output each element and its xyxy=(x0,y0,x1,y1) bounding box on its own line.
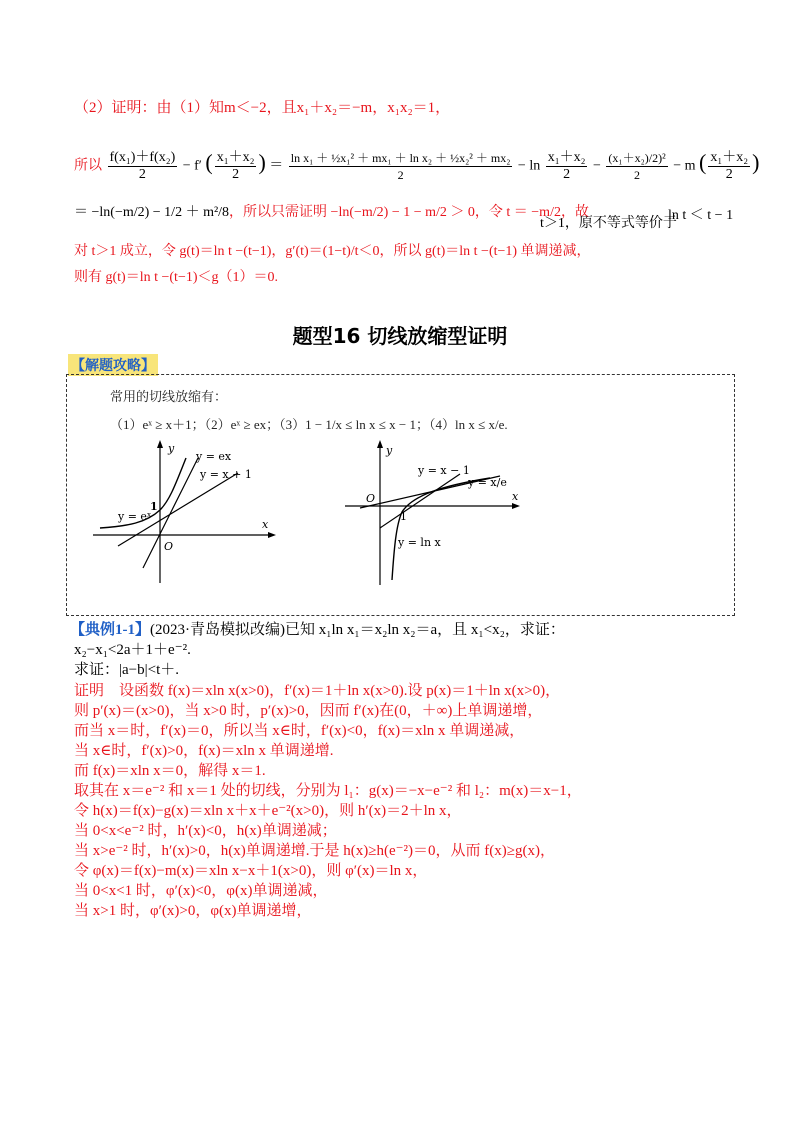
g1-x-axis: x xyxy=(262,518,269,531)
proof-line-4: 对 t＞1 成立，令 g(t)＝ln t −(t−1)，g′(t)＝(1−t)/t＜0，所以 g(t)＝ln t −(t−1) 单调递减， xyxy=(74,244,591,259)
g2-origin: O xyxy=(366,492,376,505)
fraction-arg: $\frac{\text{x₁＋x₂}}{2}$ xyxy=(216,150,255,182)
g1-one: 1 xyxy=(150,500,158,513)
box-items: （1）eˣ ≥ x＋1；（2）eˣ ≥ ex；（3）1 − 1/x ≤ ln x ≤ x − 1；（4）ln x ≤ x/e. xyxy=(110,417,508,432)
strategy-badge: 【解题攻略】 xyxy=(68,354,158,376)
solution-line-6: 取其在 x＝e⁻² 和 x＝1 处的切线，分别为 l₁：g(x)＝−x−e⁻² 和 l₂：m(x)＝x−1， xyxy=(74,783,582,799)
solution-line-12: 当 x>1 时，φ′(x)>0，φ(x)单调递增， xyxy=(74,903,312,919)
fraction-f-sum: $\frac{\text{f(x₁)＋f(x₂)}}{2}$ xyxy=(109,150,176,182)
proof-line-3 xyxy=(74,203,589,223)
proof-line-1: （2）证明：由（1）知m＜−2，且x₁＋x₂＝−m，x₁x₂＝1， xyxy=(74,100,451,116)
proof-line-3-expr: ＝ −ln(−m/2) − 1/2 ＋ m²/8 xyxy=(74,205,230,220)
fraction-square: $\frac{\text{(x₁＋x₂)/2)²}}{2}$ xyxy=(608,151,666,182)
minus-ln: − ln xyxy=(517,158,541,174)
g1-label-exp: y = eˣ xyxy=(118,510,152,523)
graph-exp-tangents xyxy=(88,438,278,588)
g2-x-axis: x xyxy=(512,490,519,503)
solution-line-9: 当 x>e⁻² 时，h′(x)>0，h(x)单调递增.于是 h(x)≥h(e⁻²)＝0，从而 f(x)≥g(x)， xyxy=(74,843,555,859)
minus-fprime: − f′ xyxy=(182,158,202,174)
example-question-line-1 xyxy=(70,620,565,640)
solution-line-5: 而 f(x)＝xln x＝0，解得 x＝1. xyxy=(74,763,266,779)
box-intro: 常用的切线放缩有： xyxy=(110,389,228,404)
solution-line-1: 证明 设函数 f(x)＝xln x(x>0)，f′(x)＝1＋ln x(x>0).设 p(x)＝1＋ln x(x>0)， xyxy=(74,683,561,699)
t-gt-1: t＞1，原不等式等价于 xyxy=(540,216,677,231)
solution-line-11: 当 0<x<1 时，φ′(x)<0，φ(x)单调递减， xyxy=(74,883,328,899)
example-question-line-3: 求证：|a−b|<t＋. xyxy=(74,662,180,678)
g1-label-ex: y = ex xyxy=(196,450,232,463)
example-q1: (2023·青岛模拟改编)已知 x₁ln x₁＝x₂ln x₂＝a，且 x₁<x₂，求证： xyxy=(150,622,565,638)
g2-y-axis: y xyxy=(386,444,393,457)
fraction-big: $\frac{\text{ln x₁ ＋ ½x₁² ＋ mx₁ ＋ ln x₂ ＋ ½x₂² ＋ mx₂}}{2}$ xyxy=(290,151,511,182)
solution-line-8: 当 0<x<e⁻² 时，h′(x)<0，h(x)单调递减； xyxy=(74,823,337,839)
solution-line-7: 令 h(x)＝f(x)−g(x)＝xln x＋x＋e⁻²(x>0)，则 h′(x)＝2＋ln x， xyxy=(74,803,462,819)
equals-sign: ＝ xyxy=(269,158,284,174)
example-question-line-2: x₂−x₁<2a＋1＋e⁻². xyxy=(74,642,191,658)
g2-label-lnx: y = ln x xyxy=(398,536,441,549)
minus-m: − m xyxy=(673,158,696,174)
g2-label-xe: y = x/e xyxy=(468,476,507,489)
proof-line-3-text: ，所以只需证明 −ln(−m/2) − 1 − m/2 ＞ 0，令 t ＝ −m/2，故 xyxy=(229,205,589,220)
ineq-lnt: ln t ＜ t − 1 xyxy=(668,208,734,223)
fraction-arg-2: $\frac{\text{x₁＋x₂}}{2}$ xyxy=(547,150,586,182)
graph-ln-tangents xyxy=(340,440,530,590)
fraction-arg-3: $\frac{\text{x₁＋x₂}}{2}$ xyxy=(710,150,749,182)
g1-label-x1: y = x + 1 xyxy=(200,468,252,481)
g1-y-axis: y xyxy=(168,442,175,455)
proof-line-2: 所以 $\frac{\text{f(x₁)＋f(x₂)}}{2}$ − f′ ( $\frac{\text{x₁＋x₂}}{2}$ ) ＝ $\frac{\text{ln x₁ ＋ ½x₁² ＋ mx₁ ＋ ln x₂ ＋ ½x₂² ＋ mx₂}}{2}$ − ln $\frac{\text{x₁＋x₂}}{2}$ − $\frac{\text{(x₁＋x₂)/2)²}}{2}$ − m ( $\frac{\text{x₁＋x₂}}{2}$ ) xyxy=(74,149,760,182)
g1-origin: O xyxy=(164,540,174,553)
g2-one: 1 xyxy=(400,510,407,523)
solution-line-10: 令 φ(x)＝f(x)−m(x)＝xln x−x＋1(x>0)，则 φ′(x)＝ln x， xyxy=(74,863,428,879)
example-label: 【典例1-1】 xyxy=(70,622,150,638)
solution-line-2: 则 p′(x)＝(x>0)，当 x>0 时，p′(x)>0，因而 f′(x)在(0，＋∞)上单调递增， xyxy=(74,703,543,719)
proof-line-3-cont xyxy=(540,214,677,234)
section-title: 题型16 切线放缩型证明 xyxy=(292,324,508,348)
proof-line-5: 则有 g(t)＝ln t −(t−1)＜g（1）＝0. xyxy=(74,270,278,285)
g2-label-x-1: y = x − 1 xyxy=(418,464,470,477)
solution-line-4: 当 x∈时，f′(x)>0，f(x)＝xln x 单调递增. xyxy=(74,743,334,759)
proof-line-2-prefix: 所以 xyxy=(74,158,102,174)
solution-line-3: 而当 x＝时，f′(x)＝0，所以当 x∈时，f′(x)<0，f(x)＝xln x 单调递减， xyxy=(74,723,525,739)
